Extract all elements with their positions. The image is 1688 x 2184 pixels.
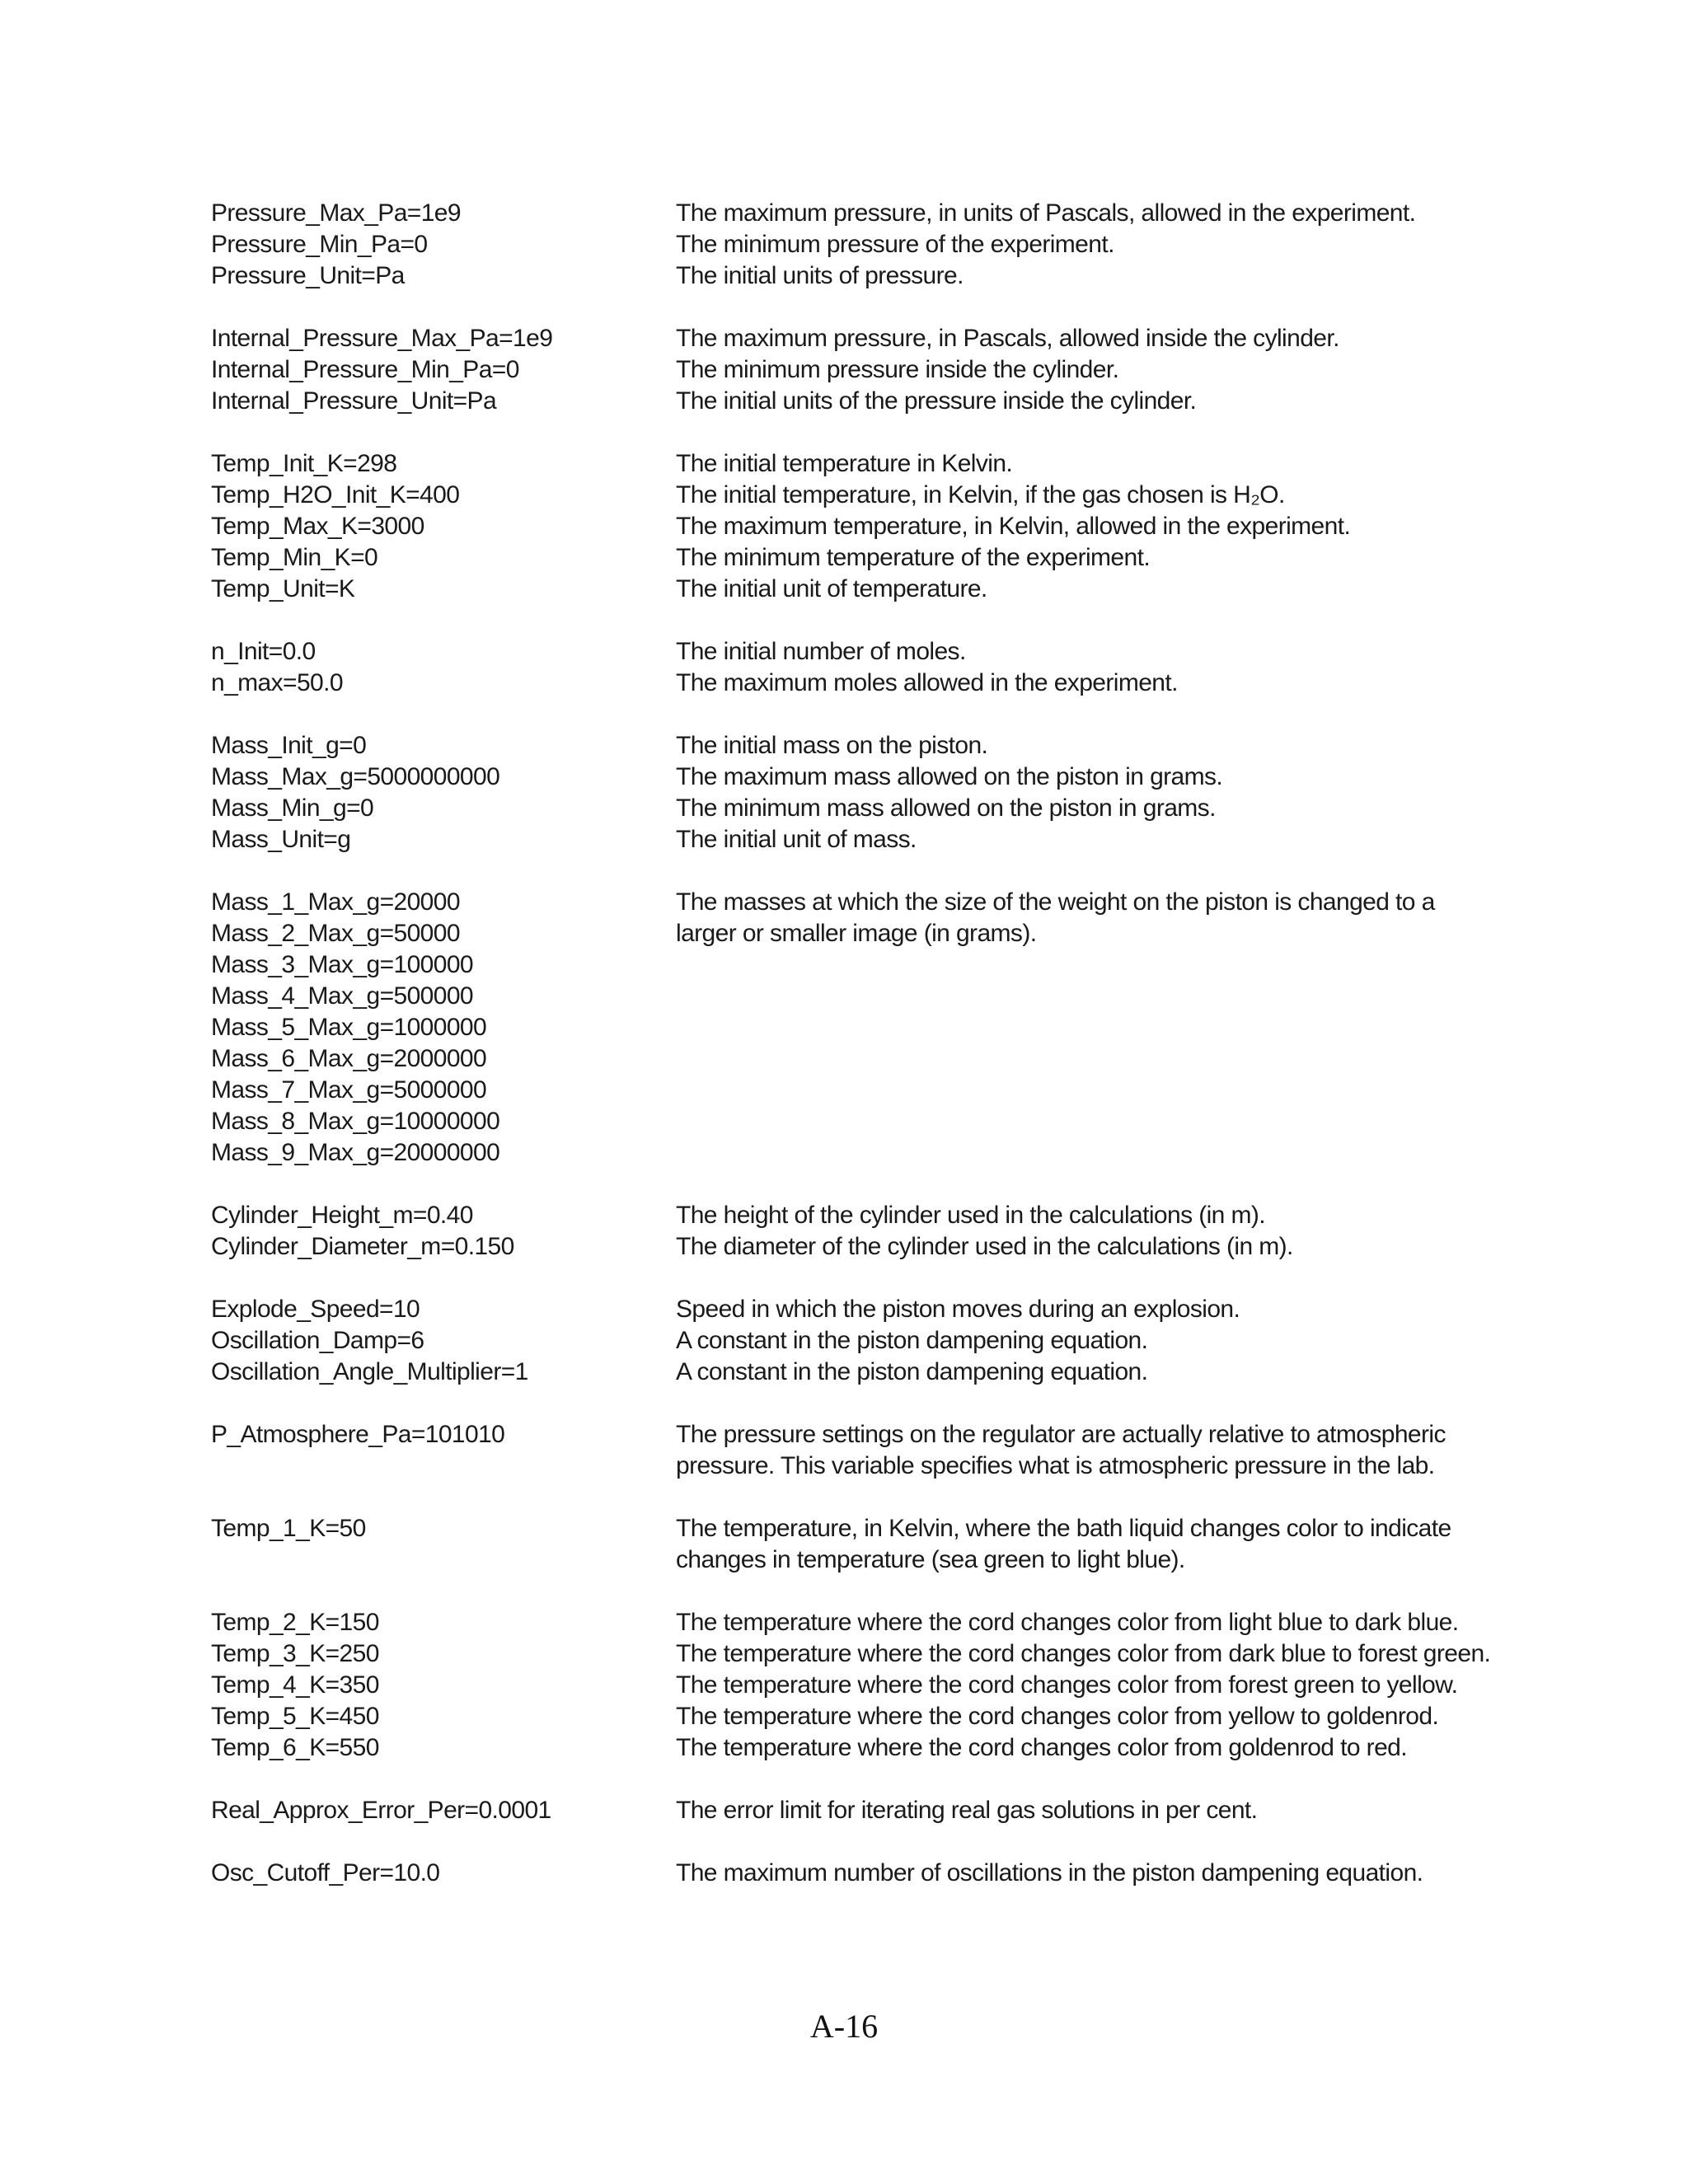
- parameter-description: The maximum pressure, in Pascals, allowed inside the cylinder.: [676, 325, 1339, 352]
- parameter-description: A constant in the piston dampening equation.: [676, 1358, 1148, 1385]
- parameter-key: Cylinder_Height_m=0.40: [211, 1202, 473, 1229]
- parameter-key: Internal_Pressure_Max_Pa=1e9: [211, 325, 553, 352]
- parameter-row: [211, 260, 1497, 292]
- parameter-row: [211, 1043, 1497, 1075]
- parameter-description: The minimum temperature of the experiment.: [676, 544, 1151, 571]
- parameter-description: The minimum pressure of the experiment.: [676, 231, 1114, 258]
- parameter-group: [211, 1200, 1497, 1263]
- parameter-row: [211, 1231, 1497, 1263]
- parameter-description: The maximum number of oscillations in the piston dampening equation.: [676, 1859, 1423, 1886]
- parameter-key: Mass_Unit=g: [211, 826, 351, 853]
- parameter-row: [211, 918, 1497, 949]
- parameter-row: [211, 1513, 1497, 1576]
- parameter-row: [211, 1325, 1497, 1357]
- parameter-key: Temp_1_K=50: [211, 1515, 366, 1542]
- parameter-group: [211, 1513, 1497, 1576]
- parameter-description: The temperature, in Kelvin, where the bath liquid changes color to indicate changes in temperature (sea green to light blue).: [676, 1515, 1451, 1573]
- parameter-group: [211, 1294, 1497, 1388]
- parameter-key: Real_Approx_Error_Per=0.0001: [211, 1797, 551, 1824]
- parameter-key: Mass_4_Max_g=500000: [211, 982, 473, 1010]
- parameter-key: Oscillation_Damp=6: [211, 1327, 424, 1354]
- parameter-key: Temp_Min_K=0: [211, 544, 378, 571]
- parameter-row: [211, 1012, 1497, 1043]
- parameter-key: Mass_1_Max_g=20000: [211, 888, 460, 916]
- parameter-description: The maximum temperature, in Kelvin, allowed in the experiment.: [676, 513, 1351, 540]
- parameter-group: [211, 636, 1497, 699]
- parameter-description: The initial mass on the piston.: [676, 732, 988, 759]
- parameter-group: [211, 730, 1497, 855]
- parameter-group: [211, 198, 1497, 292]
- parameter-row: [211, 1357, 1497, 1388]
- parameter-row: [211, 448, 1497, 480]
- parameter-key: Temp_2_K=150: [211, 1609, 379, 1636]
- parameter-key: Temp_5_K=450: [211, 1703, 379, 1730]
- parameter-description: The minimum mass allowed on the piston in grams.: [676, 794, 1216, 822]
- parameter-description: The initial temperature, in Kelvin, if the gas chosen is H₂O.: [676, 481, 1285, 509]
- parameter-row: [211, 1200, 1497, 1231]
- parameter-row: [211, 354, 1497, 386]
- parameter-row: [211, 1106, 1497, 1137]
- parameter-row: [211, 1638, 1497, 1670]
- parameter-description: The maximum moles allowed in the experiment.: [676, 669, 1178, 696]
- parameter-key: Temp_4_K=350: [211, 1671, 379, 1699]
- parameter-key: Osc_Cutoff_Per=10.0: [211, 1859, 440, 1886]
- parameter-description: The pressure settings on the regulator are actually relative to atmospheric pressure. This variable specifies what is atmospheric pressure in the lab.: [676, 1421, 1446, 1479]
- parameter-key: Temp_3_K=250: [211, 1640, 379, 1667]
- parameter-group: [211, 1419, 1497, 1482]
- parameter-description: larger or smaller image (in grams).: [676, 920, 1037, 947]
- parameter-description: The initial units of the pressure inside the cylinder.: [676, 387, 1197, 415]
- parameter-description: The maximum mass allowed on the piston in grams.: [676, 763, 1223, 790]
- parameter-row: [211, 887, 1497, 918]
- parameter-key: Mass_3_Max_g=100000: [211, 951, 473, 978]
- parameter-row: [211, 1732, 1497, 1764]
- parameter-description: The error limit for iterating real gas solutions in per cent.: [676, 1797, 1258, 1824]
- parameter-description: The initial temperature in Kelvin.: [676, 450, 1013, 477]
- parameter-key: Internal_Pressure_Min_Pa=0: [211, 356, 519, 383]
- parameter-list: [211, 198, 1497, 1920]
- parameter-group: [211, 1607, 1497, 1764]
- parameter-key: Mass_2_Max_g=50000: [211, 920, 460, 947]
- parameter-row: [211, 1858, 1497, 1889]
- parameter-description: The temperature where the cord changes color from dark blue to forest green.: [676, 1640, 1491, 1667]
- parameter-key: Temp_Unit=K: [211, 575, 355, 602]
- parameter-key: Mass_8_Max_g=10000000: [211, 1108, 500, 1135]
- parameter-row: [211, 1607, 1497, 1638]
- parameter-key: Oscillation_Angle_Multiplier=1: [211, 1358, 528, 1385]
- parameter-key: Mass_9_Max_g=20000000: [211, 1139, 500, 1166]
- parameter-group: [211, 448, 1497, 605]
- parameter-row: [211, 824, 1497, 855]
- parameter-row: [211, 1137, 1497, 1169]
- parameter-key: Temp_Init_K=298: [211, 450, 397, 477]
- parameter-description: The temperature where the cord changes color from light blue to dark blue.: [676, 1609, 1459, 1636]
- parameter-description: The maximum pressure, in units of Pascals, allowed in the experiment.: [676, 199, 1416, 227]
- parameter-row: [211, 793, 1497, 824]
- parameter-description: The temperature where the cord changes color from goldenrod to red.: [676, 1734, 1407, 1761]
- parameter-key: n_max=50.0: [211, 669, 343, 696]
- parameter-description: The minimum pressure inside the cylinder.: [676, 356, 1119, 383]
- parameter-row: [211, 949, 1497, 981]
- parameter-group: [211, 1795, 1497, 1826]
- parameter-row: [211, 1294, 1497, 1325]
- parameter-row: [211, 1075, 1497, 1106]
- parameter-description: The diameter of the cylinder used in the calculations (in m).: [676, 1233, 1293, 1260]
- parameter-description: The initial unit of temperature.: [676, 575, 987, 602]
- parameter-row: [211, 480, 1497, 511]
- parameter-key: Mass_Max_g=5000000000: [211, 763, 500, 790]
- parameter-row: [211, 1701, 1497, 1732]
- parameter-key: Pressure_Min_Pa=0: [211, 231, 428, 258]
- parameter-key: Cylinder_Diameter_m=0.150: [211, 1233, 514, 1260]
- parameter-key: Temp_Max_K=3000: [211, 513, 424, 540]
- parameter-row: [211, 198, 1497, 229]
- parameter-row: [211, 1670, 1497, 1701]
- parameter-row: [211, 386, 1497, 417]
- parameter-description: The temperature where the cord changes color from yellow to goldenrod.: [676, 1703, 1439, 1730]
- parameter-key: Temp_6_K=550: [211, 1734, 379, 1761]
- parameter-key: Pressure_Unit=Pa: [211, 262, 405, 289]
- parameter-key: P_Atmosphere_Pa=101010: [211, 1421, 505, 1448]
- parameter-description: Speed in which the piston moves during an explosion.: [676, 1296, 1240, 1323]
- parameter-description: The temperature where the cord changes color from forest green to yellow.: [676, 1671, 1458, 1699]
- parameter-description: The initial number of moles.: [676, 638, 966, 665]
- parameter-key: Mass_6_Max_g=2000000: [211, 1045, 487, 1072]
- parameter-row: [211, 668, 1497, 699]
- parameter-row: [211, 762, 1497, 793]
- parameter-description: The height of the cylinder used in the calculations (in m).: [676, 1202, 1265, 1229]
- parameter-row: [211, 1795, 1497, 1826]
- parameter-key: Mass_5_Max_g=1000000: [211, 1014, 487, 1041]
- parameter-row: [211, 981, 1497, 1012]
- parameter-description: A constant in the piston dampening equation.: [676, 1327, 1148, 1354]
- parameter-row: [211, 574, 1497, 605]
- parameter-group: [211, 323, 1497, 417]
- parameter-description: The initial units of pressure.: [676, 262, 964, 289]
- parameter-row: [211, 323, 1497, 354]
- parameter-key: n_Init=0.0: [211, 638, 316, 665]
- parameter-key: Internal_Pressure_Unit=Pa: [211, 387, 497, 415]
- parameter-row: [211, 542, 1497, 574]
- parameter-key: Mass_7_Max_g=5000000: [211, 1076, 487, 1104]
- parameter-description: The initial unit of mass.: [676, 826, 917, 853]
- parameter-key: Pressure_Max_Pa=1e9: [211, 199, 461, 227]
- parameter-key: Explode_Speed=10: [211, 1296, 420, 1323]
- parameter-key: Mass_Init_g=0: [211, 732, 367, 759]
- parameter-group: [211, 887, 1497, 1169]
- parameter-key: Temp_H2O_Init_K=400: [211, 481, 460, 509]
- parameter-description: The masses at which the size of the weight on the piston is changed to a: [676, 888, 1435, 916]
- parameter-key: Mass_Min_g=0: [211, 794, 374, 822]
- parameter-row: [211, 730, 1497, 762]
- parameter-group: [211, 1858, 1497, 1889]
- parameter-row: [211, 229, 1497, 260]
- parameter-row: [211, 511, 1497, 542]
- parameter-row: [211, 636, 1497, 668]
- page-number: A-16: [809, 2008, 879, 2045]
- parameter-row: [211, 1419, 1497, 1482]
